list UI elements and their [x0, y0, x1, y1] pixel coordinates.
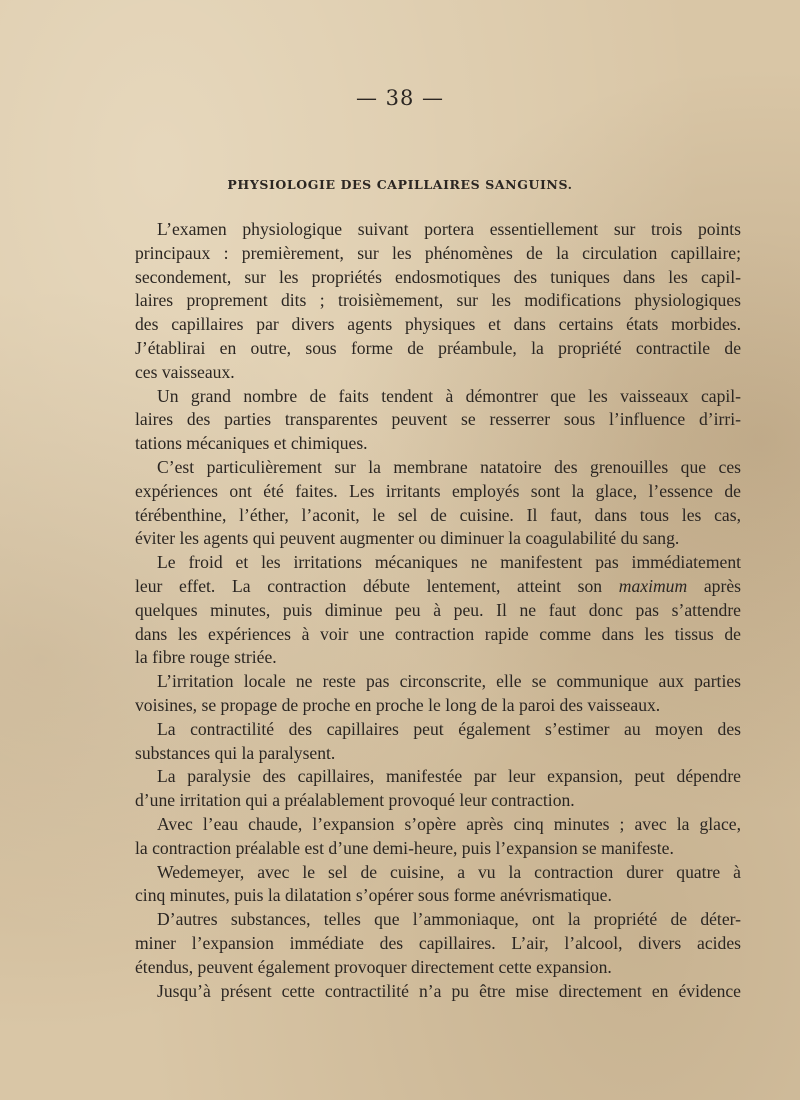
text-line: éviter les agents qui peuvent augmenter ou diminuer la coagulabilité du sang. — [135, 528, 680, 549]
text-line: quelques minutes, puis diminue peu à peu. Il ne faut donc pas s’attendre — [135, 599, 741, 620]
paragraph — [135, 670, 741, 718]
text-line: térébenthine, l’éther, l’aconit, le sel de cuisine. Il faut, dans tous les cas, — [135, 504, 741, 525]
text-fragment: après — [687, 575, 741, 596]
text-line: La contractilité des capillaires peut également s’estimer au moyen des — [157, 718, 741, 739]
text-line: D’autres substances, telles que l’ammoniaque, ont la propriété de déter- — [157, 909, 741, 930]
paragraph — [135, 765, 741, 813]
text-line: des capillaires par divers agents physiques et dans certains états morbides. — [135, 314, 741, 335]
text-line: L’irritation locale ne reste pas circonscrite, elle se communique aux parties — [157, 671, 741, 692]
paragraph — [135, 861, 741, 909]
text-line: voisines, se propage de proche en proche le long de la paroi des vaisseaux. — [135, 694, 661, 715]
text-line: laires des parties transparentes peuvent se resserrer sous l’influence d’irri- — [135, 409, 741, 430]
text-line: dans les expériences à voir une contraction rapide comme dans les tissus de — [135, 623, 741, 644]
paragraph — [135, 551, 741, 670]
text-line: cinq minutes, puis la dilatation s’opérer sous forme anévrismatique. — [135, 885, 612, 906]
text-line: ces vaisseaux. — [135, 361, 235, 382]
text-line: Wedemeyer, avec le sel de cuisine, a vu la contraction durer quatre à — [157, 861, 741, 882]
text-line: Avec l’eau chaude, l’expansion s’opère après cinq minutes ; avec la glace, — [157, 813, 741, 834]
text-line: Un grand nombre de faits tendent à démontrer que les vaisseaux capil- — [157, 385, 741, 406]
paragraph — [135, 813, 741, 861]
text-fragment: leur effet. La contraction débute lentement, atteint son — [135, 575, 603, 596]
text-line: Jusqu’à présent cette contractilité n’a pu être mise directement en évidence — [157, 980, 741, 1001]
text-line: L’examen physiologique suivant portera essentiellement sur trois points — [157, 219, 741, 239]
text-line: Le froid et les irritations mécaniques ne manifestent pas immédiatement — [157, 552, 741, 573]
text-line: La paralysie des capillaires, manifestée par leur expansion, peut dépendre — [157, 766, 741, 787]
text-line: expériences ont été faites. Les irritants employés sont la glace, l’essence de — [135, 480, 741, 501]
emphasis-word: maximum — [618, 575, 688, 596]
paragraph — [135, 908, 741, 979]
page-number: — 38 — — [355, 86, 445, 110]
text-line: étendus, peuvent également provoquer directement cette expansion. — [135, 956, 612, 977]
text-line: laires proprement dits ; troisièmement, sur les modifications physiologiques — [135, 290, 741, 311]
text-line: secondement, sur les propriétés endosmotiques des tuniques dans les capil- — [135, 266, 741, 287]
text-line: principaux : premièrement, sur les phénomènes de la circulation capillaire; — [135, 242, 741, 263]
text-line: la fibre rouge striée. — [135, 647, 277, 668]
text-line: J’établirai en outre, sous forme de préambule, la propriété contractile de — [135, 337, 741, 358]
text-line: miner l’expansion immédiate des capillaires. L’air, l’alcool, divers acides — [135, 932, 741, 953]
text-line: la contraction préalable est d’une demi-heure, puis l’expansion se manifeste. — [135, 837, 674, 858]
body-text — [135, 218, 741, 1003]
paragraph — [135, 980, 741, 1004]
paragraph — [135, 218, 741, 385]
text-line — [135, 575, 741, 599]
text-line: d’une irritation qui a préalablement provoqué leur contraction. — [135, 790, 575, 811]
section-title: PHYSIOLOGIE DES CAPILLAIRES SANGUINS. — [227, 177, 573, 192]
text-line: substances qui la paralysent. — [135, 742, 336, 763]
paragraph — [135, 718, 741, 766]
text-line: C’est particulièrement sur la membrane natatoire des grenouilles que ces — [157, 456, 741, 477]
paragraph — [135, 456, 741, 551]
text-line: tations mécaniques et chimiques. — [135, 433, 368, 454]
paragraph — [135, 385, 741, 456]
